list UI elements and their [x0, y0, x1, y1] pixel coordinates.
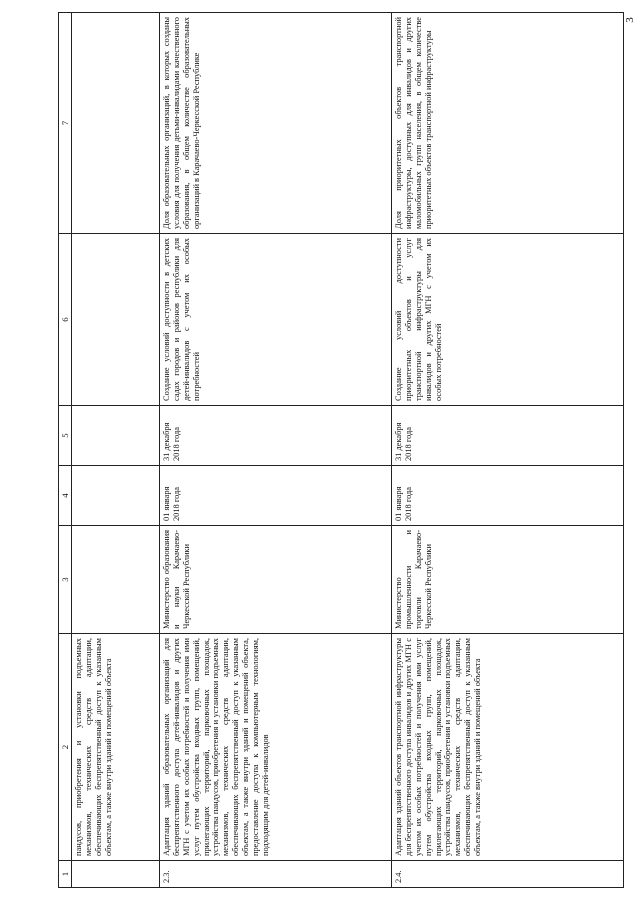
executor: Министерство образования и науки Карачаево-Черкесской Республики [160, 526, 392, 634]
header-col-1: 1 [59, 861, 72, 888]
indicator [72, 13, 160, 234]
row-number: 2.3. [160, 861, 392, 888]
table-row [72, 13, 160, 888]
measure-text: пандусов, приобретения и установки подъемных механизмов, технических средств адаптации, обеспечивающих беспрепятственный доступ к указанным объектам, а также внутри зданий и помещений объекта [72, 634, 160, 861]
indicator: Доля образовательных организаций, в которых созданы условия для получения детьми-инвалидами качественного образования, в общем количестве образовательных организаций в Карачаево-Черкесской Республике [160, 13, 392, 234]
expected-result: Создание условий доступности в детских садах городов и районов республики для детей-инвалидов с учетом их особых потребностей [160, 234, 392, 406]
header-col-4: 4 [59, 466, 72, 526]
measures-table [58, 12, 624, 888]
header-col-5: 5 [59, 406, 72, 466]
header-col-6: 6 [59, 234, 72, 406]
header-col-7: 7 [59, 13, 72, 234]
table-row [160, 13, 392, 888]
row-number: 2.4. [392, 861, 624, 888]
indicator: Доля приоритетных объектов транспортной инфраструктуры, доступных для инвалидов и других маломобильных групп населения, в общем количестве приоритетных объектов транспортной инфраструктуры [392, 13, 624, 234]
header-col-3: 3 [59, 526, 72, 634]
end-date: 31 декабря 2018 года [392, 406, 624, 466]
measure-text: Адаптация зданий образовательных организаций для беспрепятственного доступа детей-инвалидов и других МГН с учетом их особых потребностей и получения ими услуг путем обустройства входных групп, помещений, прилегающих территорий, парковочных площадок, устройства пандусов, приобретения и установки подъемных механизмов, технических средств адаптации, обеспечивающих беспрепятственный доступ к указанным объектам, а также внутри зданий и помещений объекта, предоставление доступа к компьютерным технологиям, подходящим для детей-инвалидов [160, 634, 392, 861]
header-col-2: 2 [59, 634, 72, 861]
executor [72, 526, 160, 634]
row-number [72, 861, 160, 888]
expected-result: Создание условий доступности приоритетных объектов и услуг транспортной инфраструктуры для инвалидов и других МГН с учетом их особых потребностей [392, 234, 624, 406]
header-row [59, 13, 72, 888]
end-date [72, 406, 160, 466]
end-date: 31 декабря 2018 года [160, 406, 392, 466]
measure-text: Адаптация зданий объектов транспортной инфраструктуры для беспрепятственного доступа инвалидов и других МГН с учетом их особых потребностей и получения ими услуг путем обустройства входных групп, помещений, прилегающих территорий, парковочных площадок, устройства пандусов, приобретения и установки подъемных механизмов, технических средств адаптации, обеспечивающих беспрепятственный доступ к указанным объектам, а также внутри зданий и помещений объекта [392, 634, 624, 861]
expected-result [72, 234, 160, 406]
table-row [392, 13, 624, 888]
start-date [72, 466, 160, 526]
page-number: 3 [623, 17, 636, 23]
start-date: 01 января 2018 года [160, 466, 392, 526]
executor: Министерство промышленности и торговли Карачаево-Черкесской Республики [392, 526, 624, 634]
start-date: 01 января 2018 года [392, 466, 624, 526]
